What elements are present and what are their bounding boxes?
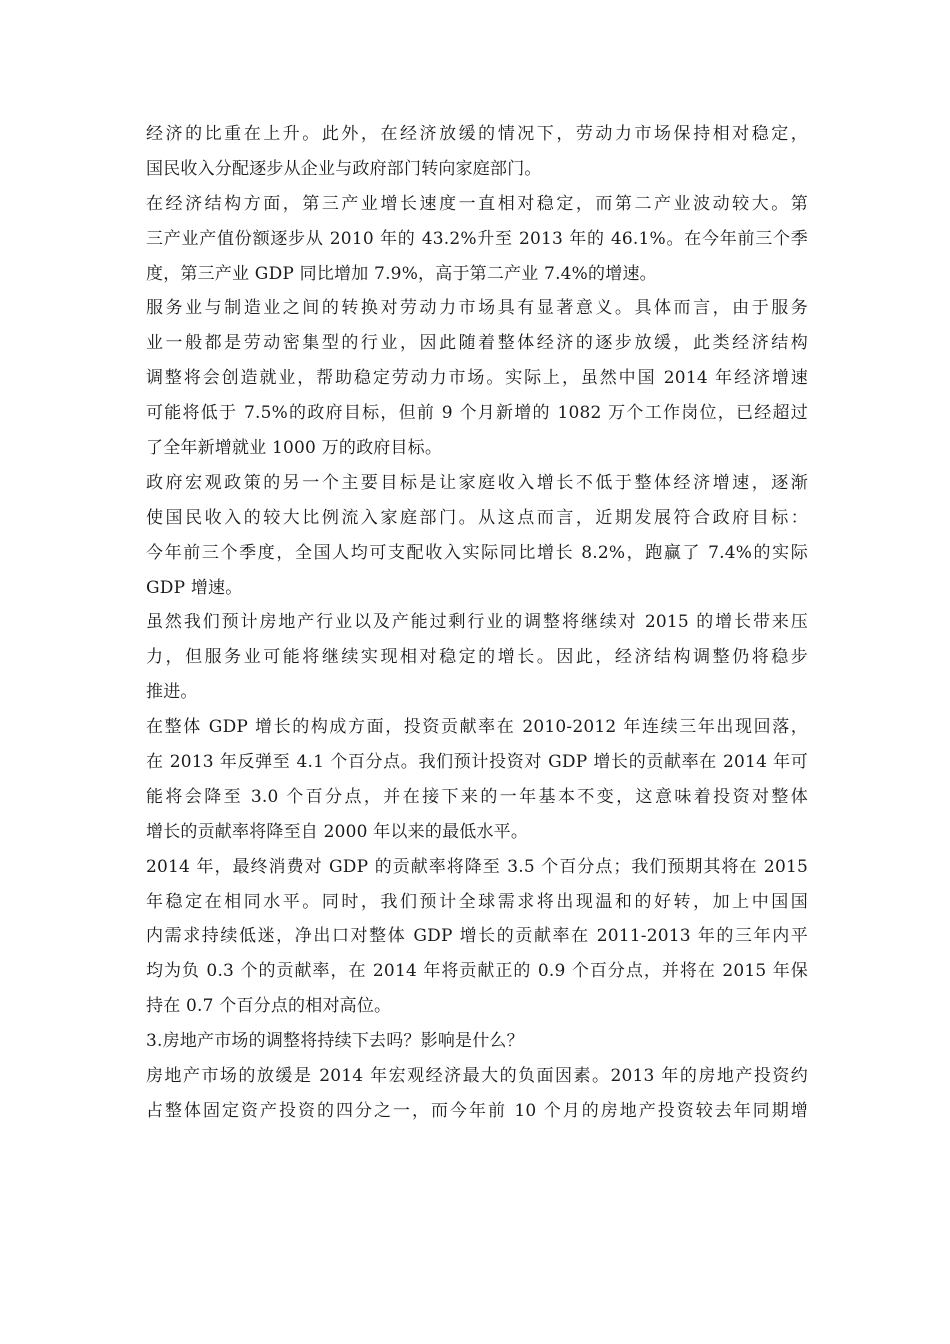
text-line: 年稳定在相同水平。同时，我们预计全球需求将出现温和的好转，加上中国国 bbox=[146, 891, 808, 912]
document-body bbox=[146, 117, 808, 1129]
text-line: 服务业与制造业之间的转换对劳动力市场具有显著意义。具体而言，由于服务 bbox=[146, 298, 808, 319]
text-line: 均为负 0.3 个的贡献率，在 2014 年将贡献正的 0.9 个百分点，并将在 2015 年保 bbox=[146, 961, 808, 982]
text-line: 业一般都是劳动密集型的行业，因此随着整体经济的逐步放缓，此类经济结构 bbox=[146, 333, 808, 354]
text-line: 在经济结构方面，第三产业增长速度一直相对稳定，而第二产业波动较大。第 bbox=[146, 193, 808, 214]
text-line: 虽然我们预计房地产行业以及产能过剩行业的调整将继续对 2015 的增长带来压 bbox=[146, 612, 808, 633]
text-line: 政府宏观政策的另一个主要目标是让家庭收入增长不低于整体经济增速，逐渐 bbox=[146, 472, 808, 493]
text-line: 在整体 GDP 增长的构成方面，投资贡献率在 2010-2012 年连续三年出现回落， bbox=[146, 717, 808, 738]
text-line: 能将会降至 3.0 个百分点，并在接下来的一年基本不变，这意味着投资对整体 bbox=[146, 786, 808, 807]
text-line: 房地产市场的放缓是 2014 年宏观经济最大的负面因素。2013 年的房地产投资约 bbox=[146, 1066, 808, 1087]
text-line: 内需求持续低迷，净出口对整体 GDP 增长的贡献率在 2011-2013 年的三年内平 bbox=[146, 926, 808, 947]
text-line: 调整将会创造就业，帮助稳定劳动力市场。实际上，虽然中国 2014 年经济增速 bbox=[146, 368, 808, 389]
text-line: 经济的比重在上升。此外，在经济放缓的情况下，劳动力市场保持相对稳定， bbox=[146, 124, 808, 144]
text-line: 三产业产值份额逐步从 2010 年的 43.2%升至 2013 年的 46.1%。在今年前三个季 bbox=[146, 228, 808, 249]
text-line: 度，第三产业 GDP 同比增加 7.9%，高于第二产业 7.4%的增速。 bbox=[146, 263, 657, 284]
text-line: 今年前三个季度，全国人均可支配收入实际同比增长 8.2%，跑赢了 7.4%的实际 bbox=[146, 542, 808, 563]
text-line: 了全年新增就业 1000 万的政府目标。 bbox=[146, 438, 443, 459]
text-lines bbox=[146, 117, 808, 1129]
text-line: GDP 增速。 bbox=[146, 577, 243, 598]
text-line: 国民收入分配逐步从企业与政府部门转向家庭部门。 bbox=[146, 158, 542, 179]
text-line: 3.房地产市场的调整将持续下去吗？影响是什么？ bbox=[146, 1031, 524, 1052]
text-line: 可能将低于 7.5%的政府目标，但前 9 个月新增的 1082 万个工作岗位，已经超过 bbox=[146, 403, 808, 424]
text-line: 推进。 bbox=[146, 682, 198, 703]
text-line: 2014 年，最终消费对 GDP 的贡献率将降至 3.5 个百分点；我们预期其将在 2015 bbox=[146, 856, 808, 877]
text-line: 使国民收入的较大比例流入家庭部门。从这点而言，近期发展符合政府目标： bbox=[146, 507, 808, 528]
text-line: 在 2013 年反弹至 4.1 个百分点。我们预计投资对 GDP 增长的贡献率在 2014 年可 bbox=[146, 752, 808, 773]
text-line: 占整体固定资产投资的四分之一，而今年前 10 个月的房地产投资较去年同期增 bbox=[146, 1100, 808, 1121]
text-line: 持在 0.7 个百分点的相对高位。 bbox=[146, 996, 392, 1017]
text-line: 力，但服务业可能将继续实现相对稳定的增长。因此，经济结构调整仍将稳步 bbox=[146, 647, 808, 668]
text-line: 增长的贡献率将降至自 2000 年以来的最低水平。 bbox=[146, 821, 529, 842]
